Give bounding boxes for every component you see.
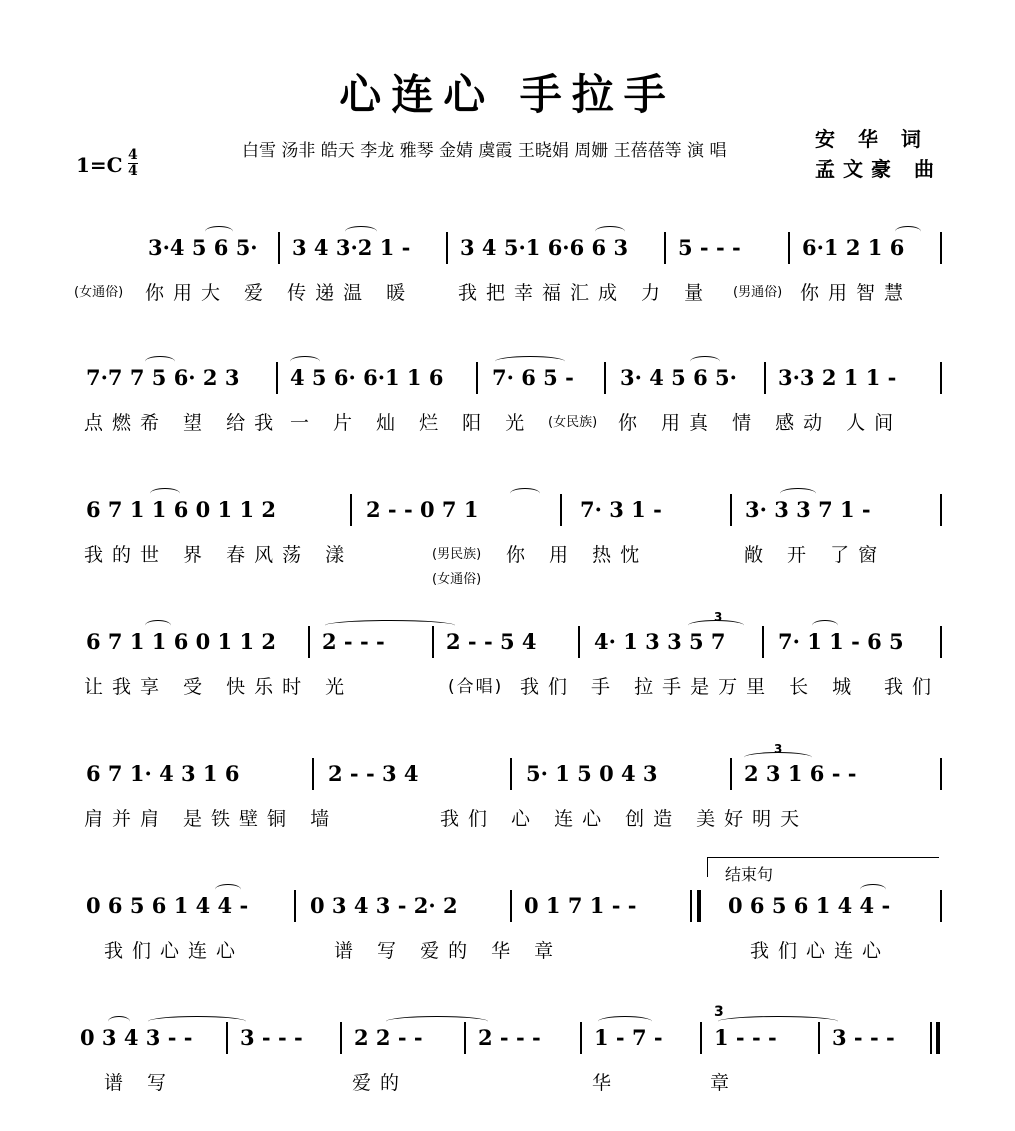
coda-bracket bbox=[707, 857, 939, 858]
barline bbox=[510, 758, 512, 790]
measure-4-2: 2 - - - bbox=[322, 629, 385, 654]
barline bbox=[730, 758, 732, 790]
measure-7-4: 2 - - - bbox=[478, 1025, 541, 1050]
measure-6-1: 0 6 5 6 1 4 4 - bbox=[86, 893, 249, 918]
barline bbox=[312, 758, 314, 790]
lyrics-row-6 bbox=[0, 936, 1015, 964]
barline bbox=[578, 626, 580, 658]
barline bbox=[664, 232, 666, 264]
score-row-5 bbox=[0, 742, 1015, 862]
slur bbox=[812, 620, 838, 631]
lyric-line: 我把幸福汇成 力 量 bbox=[458, 282, 713, 304]
barline bbox=[580, 1022, 582, 1054]
barline bbox=[350, 494, 352, 526]
barline bbox=[730, 494, 732, 526]
slur bbox=[145, 356, 175, 367]
measure-7-6: 1 - - - bbox=[714, 1025, 777, 1050]
measure-6-3: 0 1 7 1 - - bbox=[524, 893, 637, 918]
slur bbox=[860, 884, 886, 895]
lyrics-row-3 bbox=[0, 540, 1015, 587]
measure-1-2: 3 4 3·2 1 - bbox=[292, 235, 411, 260]
slur bbox=[145, 620, 171, 631]
measure-2-3: 7· 6 5 - bbox=[492, 365, 574, 390]
measure-5-2: 2 - - 3 4 bbox=[328, 761, 419, 786]
notes-row-7 bbox=[0, 1004, 1015, 1056]
barline bbox=[762, 626, 764, 658]
barline bbox=[788, 232, 790, 264]
barline bbox=[276, 362, 278, 394]
lyric-line: 章 bbox=[710, 1072, 739, 1094]
barline bbox=[294, 890, 296, 922]
slur bbox=[108, 1016, 130, 1027]
lyric-tag: (男民族) bbox=[432, 547, 482, 562]
barline bbox=[446, 232, 448, 264]
lyric-line: 我们 bbox=[884, 676, 941, 698]
lyric-line: 爱的 bbox=[352, 1072, 409, 1094]
measure-1-1: 3·4 5 6 5· bbox=[148, 235, 258, 260]
lyric-line: 敞 开 了窗 bbox=[744, 544, 887, 566]
tie bbox=[148, 1016, 246, 1027]
measure-1-3: 3 4 5·1 6·6 6 3 bbox=[460, 235, 629, 260]
measure-7-3: 2 2 - - bbox=[354, 1025, 423, 1050]
coda-bracket-stem bbox=[707, 857, 708, 877]
slur bbox=[215, 884, 241, 895]
repeat-barline bbox=[690, 890, 692, 922]
triplet-number: 3 bbox=[774, 742, 783, 756]
lyric-line: 让我享 受 快乐时 光 bbox=[84, 676, 354, 698]
measure-5-1: 6 7 1· 4 3 1 6 bbox=[86, 761, 240, 786]
measure-7-2: 3 - - - bbox=[240, 1025, 303, 1050]
tie bbox=[325, 620, 455, 631]
notes-row-1 bbox=[0, 226, 1015, 266]
slur bbox=[150, 488, 180, 499]
measure-6-4: 0 6 5 6 1 4 4 - bbox=[728, 893, 891, 918]
lyric-line: 你 用真 情 感动 人间 bbox=[618, 412, 903, 434]
slur bbox=[290, 356, 320, 367]
measure-2-4: 3· 4 5 6 5· bbox=[620, 365, 737, 390]
barline bbox=[764, 362, 766, 394]
slur bbox=[495, 356, 565, 367]
measure-2-1: 7·7 7 5 6· 2 3 bbox=[86, 365, 240, 390]
song-title: 心连心 手拉手 bbox=[339, 70, 676, 119]
measure-3-3: 7· 3 1 - bbox=[580, 497, 662, 522]
barline bbox=[510, 890, 512, 922]
barline bbox=[940, 494, 942, 526]
time-signature-top: 4 bbox=[128, 147, 138, 163]
lyric-tag: (女通俗) bbox=[74, 285, 124, 300]
lyric-tag: (男通俗) bbox=[733, 285, 783, 300]
lyric-line: 华 bbox=[592, 1072, 621, 1094]
score-row-1 bbox=[0, 226, 1015, 336]
measure-3-4: 3· 3 3 7 1 - bbox=[745, 497, 871, 522]
barline bbox=[940, 626, 942, 658]
coda-label: 结束句 bbox=[725, 865, 774, 884]
measure-3-2: 2 - - 0 7 1 bbox=[366, 497, 479, 522]
lyric-line: 我们 手 拉手是万里 长 城 bbox=[520, 676, 861, 698]
barline bbox=[940, 232, 942, 264]
barline bbox=[560, 494, 562, 526]
lyric-line: 我的世 界 春风荡 漾 bbox=[84, 544, 354, 566]
performers: 白雪 汤非 皓天 李龙 雅琴 金婧 虞霞 王晓娟 周姗 王蓓蓓等 演 唱 bbox=[242, 141, 727, 161]
composer: 孟文豪 曲 bbox=[815, 157, 942, 181]
slur bbox=[595, 226, 625, 237]
measure-4-1: 6 7 1 1 6 0 1 1 2 bbox=[86, 629, 276, 654]
measure-2-5: 3·3 2 1 1 - bbox=[778, 365, 897, 390]
repeat-barline-thick bbox=[697, 890, 701, 922]
measure-7-5: 1 - 7 - bbox=[594, 1025, 663, 1050]
score-row-4 bbox=[0, 610, 1015, 730]
notes-row-4 bbox=[0, 610, 1015, 660]
lyric-line: 谱 写 爱的 华 章 bbox=[334, 940, 563, 962]
barline bbox=[940, 890, 942, 922]
slur bbox=[780, 488, 816, 499]
time-signature-bottom: 4 bbox=[128, 163, 138, 179]
measure-7-7: 3 - - - bbox=[832, 1025, 895, 1050]
barline bbox=[340, 1022, 342, 1054]
barline bbox=[476, 362, 478, 394]
barline bbox=[940, 362, 942, 394]
measure-4-5: 7· 1 1 - 6 5 bbox=[778, 629, 904, 654]
barline bbox=[940, 758, 942, 790]
lyricist: 安 华 词 bbox=[815, 127, 929, 151]
lyrics-row-5 bbox=[0, 804, 1015, 832]
tie bbox=[386, 1016, 488, 1027]
lyrics-row-4 bbox=[0, 672, 1015, 700]
lyrics-row-1 bbox=[0, 278, 1015, 306]
measure-5-4: 2 3 1 6 - - bbox=[744, 761, 857, 786]
lyric-line: 你 用 热忱 bbox=[506, 544, 649, 566]
lyric-line: 肩并肩 是铁壁铜 墙 bbox=[84, 808, 339, 830]
lyric-tag: (合唱) bbox=[448, 677, 504, 697]
triplet-number: 3 bbox=[714, 610, 723, 624]
notes-row-5 bbox=[0, 742, 1015, 792]
grace-note: 3 bbox=[714, 1004, 724, 1020]
measure-4-3: 2 - - 5 4 bbox=[446, 629, 537, 654]
lyric-line: 你用智慧 bbox=[800, 282, 913, 304]
measure-2-2: 4 5 6· 6·1 1 6 bbox=[290, 365, 444, 390]
lyrics-row-2 bbox=[0, 408, 1015, 436]
lyric-line: 我们心连心 bbox=[104, 940, 245, 962]
barline bbox=[308, 626, 310, 658]
lyric-line: 谱 写 bbox=[104, 1072, 176, 1094]
slur bbox=[690, 356, 720, 367]
slur bbox=[895, 226, 921, 237]
lyric-line: 我们 心 连心 创造 美好明天 bbox=[440, 808, 809, 830]
lyric-line: 你用大 爱 传递温 暖 bbox=[145, 282, 415, 304]
measure-6-2: 0 3 4 3 - 2· 2 bbox=[310, 893, 458, 918]
lyric-line: 我们心连心 bbox=[750, 940, 891, 962]
score-row-3 bbox=[0, 488, 1015, 598]
tie bbox=[718, 1016, 838, 1027]
score-row-6 bbox=[0, 884, 1015, 994]
slur bbox=[510, 488, 540, 499]
lyrics-row-7 bbox=[0, 1068, 1015, 1096]
measure-1-4: 5 - - - bbox=[678, 235, 741, 260]
measure-1-5: 6·1 2 1 6 bbox=[802, 235, 905, 260]
score-row-2 bbox=[0, 356, 1015, 466]
key-signature: 1=C bbox=[76, 153, 123, 177]
score-row-7 bbox=[0, 1004, 1015, 1126]
lyric-line: 点燃希 望 给我 bbox=[84, 412, 283, 434]
measure-7-1: 0 3 4 3 - - bbox=[80, 1025, 193, 1050]
credits bbox=[815, 124, 942, 184]
barline bbox=[278, 232, 280, 264]
notes-row-2 bbox=[0, 356, 1015, 396]
final-barline-thin bbox=[930, 1022, 932, 1054]
measure-4-4: 4· 1 3 3 5 7 bbox=[594, 629, 726, 654]
barline bbox=[604, 362, 606, 394]
lyric-tag: (女通俗) bbox=[432, 572, 482, 587]
time-signature bbox=[128, 148, 138, 178]
lyric-tag: (女民族) bbox=[548, 415, 598, 430]
measure-5-3: 5· 1 5 0 4 3 bbox=[526, 761, 658, 786]
notes-row-3 bbox=[0, 488, 1015, 528]
lyric-line: 一 片 灿 烂 阳 光 bbox=[290, 412, 534, 434]
slur bbox=[598, 1016, 652, 1027]
slur bbox=[345, 226, 377, 237]
barline bbox=[700, 1022, 702, 1054]
notes-row-6 bbox=[0, 884, 1015, 924]
measure-3-1: 6 7 1 1 6 0 1 1 2 bbox=[86, 497, 276, 522]
slur bbox=[205, 226, 233, 237]
final-barline-thick bbox=[936, 1022, 940, 1054]
